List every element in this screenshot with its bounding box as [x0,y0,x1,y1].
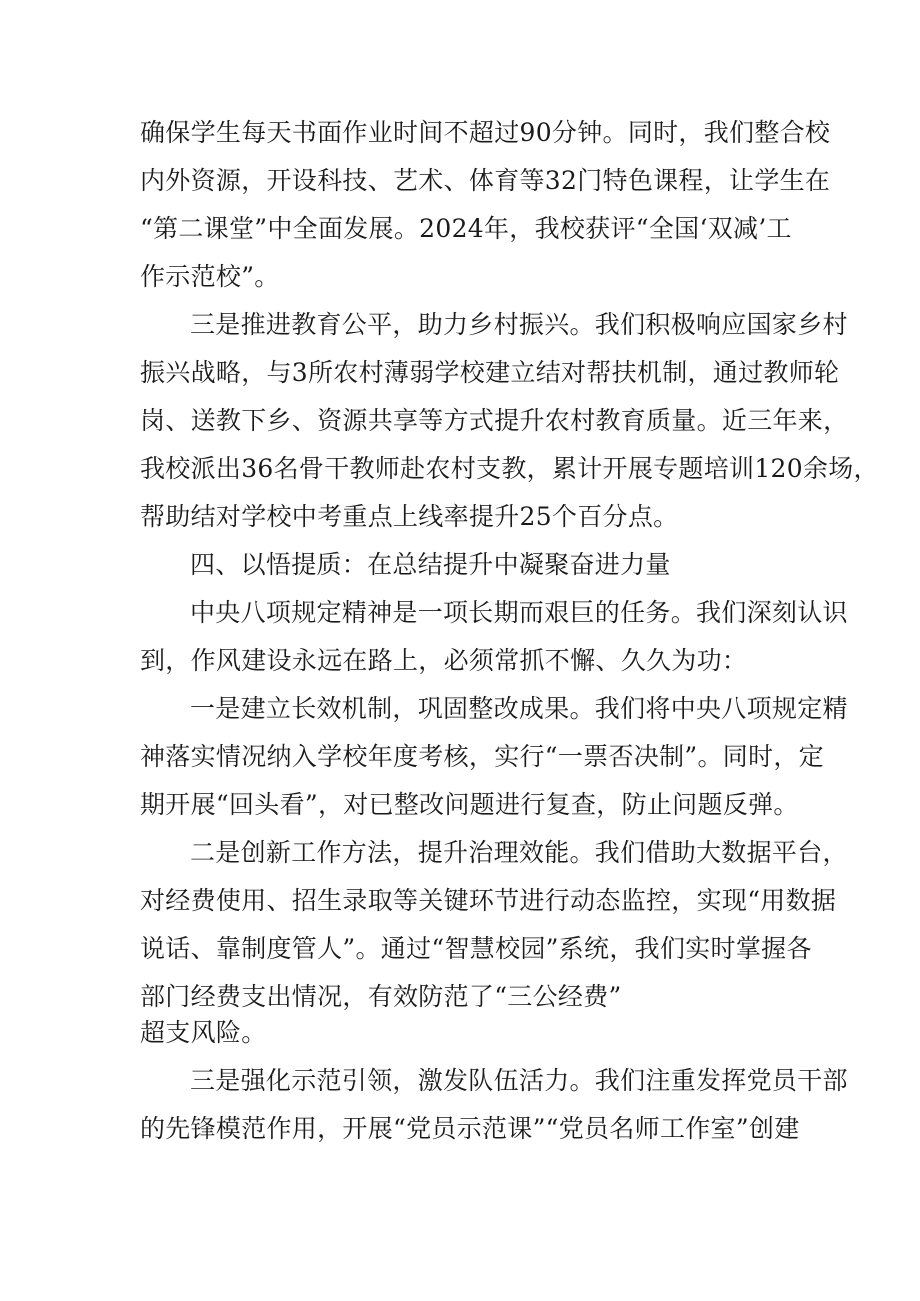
text-line: 确保学生每天书面作业时间不超过90分钟。同时，我们整合校 [140,118,831,147]
text-line: 说话、靠制度管人”。通过“智慧校园”系统，我们实时掌握各 [140,934,812,963]
text-line: 部门经费支出情况，有效防范了“三公经费” [140,982,622,1011]
paragraph-first-line: 中央八项规定精神是一项长期而艰巨的任务。我们深刻认识 [190,598,848,627]
text-line: 岗、送教下乡、资源共享等方式提升农村教育质量。近三年来， [140,406,849,435]
text-line: 振兴战略，与3所农村薄弱学校建立结对帮扶机制，通过教师轮 [140,358,840,387]
paragraph-first-line: 三是强化示范引领，激发队伍活力。我们注重发挥党员干部 [190,1066,848,1095]
text-line: 作示范校”。 [140,262,280,291]
paragraph-first-line: 三是推进教育公平，助力乡村振兴。我们积极响应国家乡村 [190,310,848,339]
text-line: 内外资源，开设科技、艺术、体育等32门特色课程，让学生在 [140,166,831,195]
text-line: 超支风险。 [140,1018,267,1047]
text-line: 的先锋模范作用，开展“党员示范课”“党员名师工作室”创建 [140,1114,800,1143]
text-line: 帮助结对学校中考重点上线率提升25个百分点。 [140,502,679,531]
text-line: 对经费使用、招生录取等关键环节进行动态监控，实现“用数据 [140,886,837,915]
text-line: 期开展“回头看”，对已整改问题进行复查，防止问题反弹。 [140,790,799,819]
section-heading: 四、以悟提质：在总结提升中凝聚奋进力量 [190,550,671,579]
text-line: “第二课堂”中全面发展。2024年，我校获评“全国‘双减’工 [140,214,792,243]
text-line: 我校派出36名骨干教师赴农村支教，累计开展专题培训120余场， [140,454,879,483]
text-line: 神落实情况纳入学校年度考核，实行“一票否决制”。同时，定 [140,742,824,771]
text-line: 到，作风建设永远在路上，必须常抓不懈、久久为功： [140,646,748,675]
paragraph-first-line: 二是创新工作方法，提升治理效能。我们借助大数据平台， [190,838,848,867]
paragraph-first-line: 一是建立长效机制，巩固整改成果。我们将中央八项规定精 [190,694,848,723]
